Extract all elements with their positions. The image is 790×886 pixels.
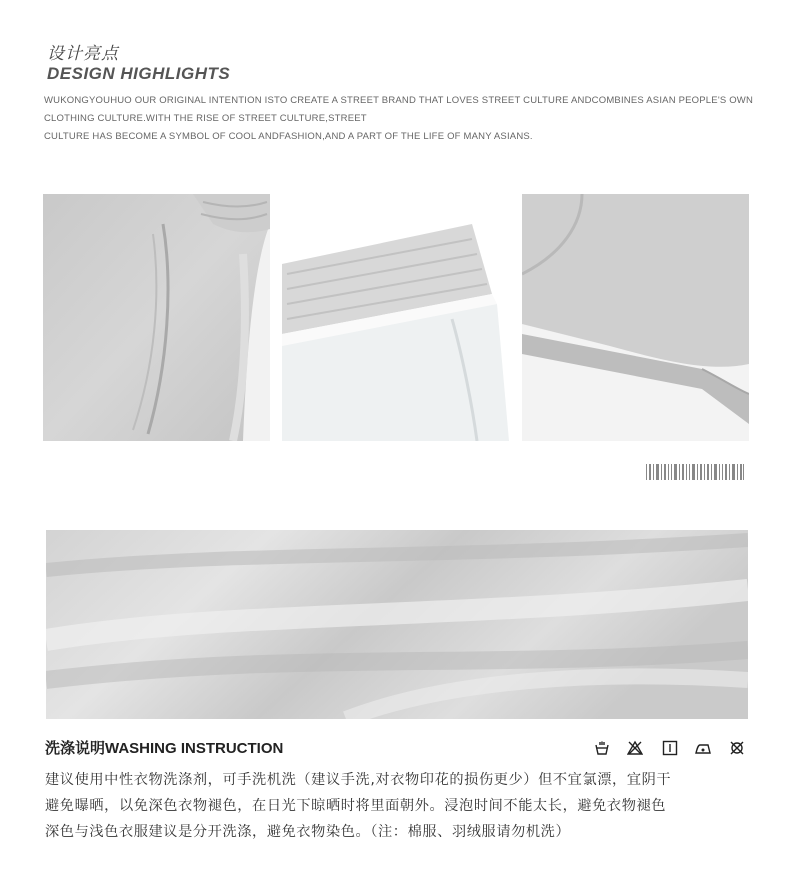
low-iron-icon bbox=[695, 740, 711, 756]
section-title-en: DESIGN HIGHLIGHTS bbox=[47, 64, 231, 83]
pocket-detail-photo bbox=[43, 194, 270, 441]
no-bleach-icon bbox=[627, 740, 643, 756]
line-dry-icon bbox=[662, 740, 678, 756]
intro-line: CLOTHING CULTURE.WITH THE RISE OF STREET CULTURE,STREET bbox=[44, 113, 367, 124]
washing-text-line: 建议使用中性衣物洗涤剂，可手洗机洗（建议手洗,对衣物印花的损伤更少）但不宜氯漂，宜阴干 bbox=[45, 772, 672, 788]
waistband-detail-photo bbox=[282, 194, 509, 441]
washing-instruction-title: 洗涤说明WASHING INSTRUCTION bbox=[45, 740, 284, 757]
fabric-texture-photo bbox=[46, 530, 748, 719]
hand-wash-icon bbox=[594, 740, 610, 756]
section-title-cn: 设计亮点 bbox=[47, 44, 119, 64]
hem-detail-photo bbox=[522, 194, 749, 441]
intro-line: CULTURE HAS BECOME A SYMBOL OF COOL ANDFASHION,AND A PART OF THE LIFE OF MANY ASIANS. bbox=[44, 131, 533, 142]
washing-text-line: 避免曝晒，以免深色衣物褪色，在日光下晾晒时将里面朝外。浸泡时间不能太长，避免衣物褪色 bbox=[45, 798, 667, 814]
washing-text-line: 深色与浅色衣服建议是分开洗涤，避免衣物染色。（注：棉服、羽绒服请勿机洗） bbox=[45, 824, 571, 840]
no-dry-clean-icon bbox=[729, 740, 745, 756]
intro-line: WUKONGYOUHUO OUR ORIGINAL INTENTION ISTO CREATE A STREET BRAND THAT LOVES STREET CULTURE ANDCOMBINES ASIAN PEOPLE'S OWN bbox=[44, 95, 754, 106]
barcode-graphic bbox=[646, 464, 744, 480]
